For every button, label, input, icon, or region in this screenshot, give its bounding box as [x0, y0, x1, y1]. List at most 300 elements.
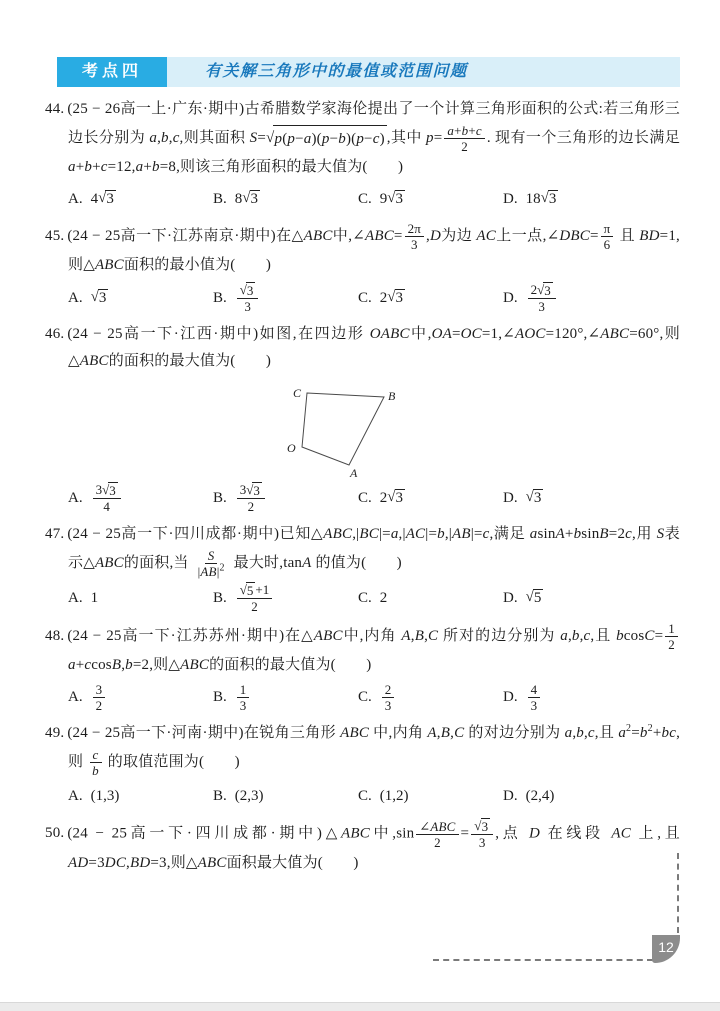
math-var: ABC	[313, 627, 343, 644]
math-var: b	[125, 657, 133, 673]
radical-sign: √	[474, 818, 482, 833]
text-run: . 现有一个三角形的边长满足	[486, 129, 681, 146]
text-run: =12,	[107, 159, 136, 175]
radicand	[108, 482, 118, 498]
radicand	[246, 282, 256, 298]
radicand	[548, 190, 559, 208]
option-c	[358, 489, 503, 507]
superscript: 2	[626, 723, 632, 734]
fraction	[237, 282, 259, 314]
radicand	[543, 282, 553, 298]
text-run: ,	[168, 129, 173, 146]
text-run: 3	[98, 290, 107, 306]
math-var: AC	[405, 526, 426, 542]
option-a	[68, 289, 213, 307]
text-run: 所对的边分别为	[438, 627, 561, 644]
numerator	[237, 582, 272, 599]
option-d	[503, 682, 542, 713]
text-run: ,|	[444, 526, 452, 542]
text-run: 3	[253, 483, 260, 498]
numerator	[471, 818, 493, 835]
radicand	[105, 190, 116, 208]
text-run: ,	[583, 725, 588, 741]
radical-sign: √	[525, 589, 534, 605]
radicand	[533, 589, 544, 607]
text-run: −	[364, 130, 373, 147]
option-c	[358, 590, 503, 607]
math-var: c	[475, 123, 482, 138]
text-run: 2	[530, 282, 538, 297]
text-run: 最大时,tan	[229, 554, 303, 571]
numerator	[382, 682, 395, 698]
math-var: p	[321, 130, 330, 147]
math-var: D	[529, 825, 541, 842]
option-label: A.	[68, 289, 83, 306]
text-run: =3	[88, 855, 105, 871]
text-run: =	[393, 227, 403, 244]
radicand	[273, 125, 386, 153]
math-var: c	[372, 130, 380, 147]
options-row	[45, 682, 680, 713]
option-b	[213, 788, 358, 805]
math-var: a	[135, 159, 144, 175]
section-title: 有关解三角形中的最值或范围问题	[205, 63, 468, 80]
text-run: =	[631, 725, 640, 741]
math-var: b	[639, 725, 648, 741]
option-b	[213, 190, 358, 208]
text-run: (24 − 25高一下·江苏南京·期中)在△	[67, 227, 304, 244]
text-run: 1	[90, 589, 99, 606]
text-run: 2	[384, 682, 392, 697]
numerator	[93, 482, 121, 499]
option-c	[358, 788, 503, 805]
text-run: 面积最大值为( )	[226, 855, 359, 871]
math-var: p	[356, 130, 365, 147]
text-run: 2	[379, 489, 388, 506]
text-run: +	[454, 123, 462, 138]
text-run: ,	[157, 129, 162, 146]
page-content	[45, 57, 680, 884]
radicand	[252, 482, 262, 498]
text-run: 且	[615, 227, 640, 244]
text-run: 3	[384, 698, 392, 713]
text-run: +	[564, 526, 574, 542]
text-run: (24 − 25高一下·江苏苏州·期中)在△	[67, 627, 314, 644]
text-run: 3	[250, 191, 258, 207]
option-label: D.	[503, 689, 518, 705]
fraction	[382, 682, 395, 713]
text-run: ,	[424, 627, 429, 644]
text-run: 3	[395, 290, 403, 306]
sqrt-expression	[242, 190, 260, 208]
text-run: ,	[567, 627, 572, 644]
text-run: ,	[572, 725, 577, 741]
sqrt-expression	[387, 489, 405, 507]
math-var: c	[100, 159, 108, 175]
text-run: =1,∠	[481, 326, 515, 342]
question-text	[45, 521, 680, 579]
fraction	[89, 747, 102, 778]
math-var: AB	[452, 526, 471, 542]
option-label: B.	[213, 289, 227, 306]
math-var: D	[430, 227, 442, 244]
math-var: b	[437, 526, 445, 542]
denominator	[458, 139, 471, 154]
math-var: A	[302, 554, 312, 571]
math-var: C	[644, 627, 655, 644]
numerator	[444, 123, 484, 139]
text-run: 3	[395, 191, 403, 207]
math-var: b	[84, 159, 93, 175]
numerator	[237, 682, 250, 698]
option-label: A.	[68, 689, 83, 705]
text-run: ,	[579, 627, 584, 644]
text-run: (2,3)	[234, 787, 264, 804]
sqrt-expression	[240, 282, 256, 298]
text-run: |=	[470, 526, 483, 542]
sqrt-expression	[91, 289, 109, 307]
text-run: ,|	[352, 526, 360, 542]
math-var: ABC	[94, 257, 124, 273]
radical-sign: √	[102, 482, 110, 497]
text-run: |=	[378, 526, 391, 542]
math-var: c	[172, 129, 180, 146]
math-var: a	[447, 123, 455, 138]
math-var: ABC	[340, 725, 370, 741]
text-run: sin	[581, 526, 600, 542]
text-run: )	[379, 130, 385, 147]
text-run: 中,	[409, 326, 432, 342]
math-var: b	[616, 627, 624, 644]
text-run: 3	[395, 490, 403, 506]
problem-44	[45, 96, 680, 214]
numerator	[205, 548, 218, 564]
math-var: ABC	[180, 657, 210, 673]
radical-sign: √	[98, 190, 107, 206]
fraction	[665, 621, 678, 652]
question-number: 44.	[45, 101, 65, 117]
text-run: 1	[668, 621, 675, 636]
denominator	[237, 698, 250, 713]
text-run: 的面积的最大值为( )	[108, 353, 272, 369]
denominator	[93, 698, 106, 713]
text-run: 为边	[441, 227, 477, 244]
option-a	[68, 682, 213, 713]
fraction	[93, 682, 106, 713]
option-label: B.	[213, 489, 227, 506]
math-var: b	[573, 526, 582, 542]
problem-50	[45, 818, 680, 877]
radicand	[395, 289, 406, 307]
radical-sign: √	[246, 482, 254, 497]
text-run: 2	[251, 599, 258, 614]
text-run: (2,4)	[525, 787, 555, 804]
fraction	[601, 221, 614, 252]
numerator	[90, 747, 102, 763]
numerator	[416, 819, 458, 835]
text-run: 2	[379, 289, 388, 306]
text-run: (24 − 25高一下·河南·期中)在锐角三角形	[67, 725, 341, 741]
option-label: A.	[68, 787, 83, 804]
vertex-label-o: O	[287, 441, 296, 455]
option-b	[213, 282, 358, 314]
text-run: (1,2)	[379, 787, 409, 804]
math-var: a	[390, 526, 399, 542]
quadrilateral-outline	[302, 393, 384, 465]
text-run: 在线段	[540, 825, 612, 842]
math-var: ABC	[430, 818, 456, 834]
option-b	[213, 582, 358, 614]
problems-list	[45, 96, 680, 877]
text-run: 3	[530, 698, 538, 713]
numerator	[528, 282, 556, 299]
math-var: B	[599, 526, 609, 542]
option-label: D.	[503, 190, 518, 207]
text-run: (25 − 26高一上·广东·期中)古希腊数学家海伦提出了一个计算三角形面积的公式:若三角形三边长分别为	[67, 101, 680, 146]
text-run: 2	[95, 698, 103, 713]
sqrt-expression	[387, 289, 405, 307]
text-run: 5	[246, 583, 254, 598]
math-var: S	[249, 129, 258, 146]
option-label: A.	[68, 589, 83, 606]
question-number: 46.	[45, 326, 65, 342]
radical-sign: √	[387, 289, 396, 305]
fraction	[405, 221, 424, 252]
option-a	[68, 190, 213, 208]
text-run: 3	[106, 191, 114, 207]
dashed-border-vertical	[677, 853, 679, 933]
text-run: −	[329, 130, 339, 147]
radical-sign: √	[387, 190, 396, 206]
text-run: =	[654, 627, 664, 644]
math-var: a	[560, 627, 568, 644]
math-var: b	[152, 159, 160, 175]
denominator	[241, 299, 254, 314]
denominator	[248, 599, 261, 614]
fraction	[237, 482, 265, 514]
text-run: (1,3)	[90, 787, 120, 804]
text-run: )(	[345, 130, 357, 147]
text-run: 2	[668, 637, 675, 652]
fraction	[528, 682, 541, 713]
math-var: p	[426, 129, 434, 146]
question-text	[45, 621, 680, 679]
text-run: 3	[544, 283, 551, 298]
text-run: ,用	[632, 526, 657, 542]
text-run: (24 − 25高一下·江西·期中)如图,在四边形	[67, 326, 370, 342]
problem-45	[45, 221, 680, 314]
text-run: 3	[478, 835, 486, 850]
text-run: ,则	[68, 725, 681, 770]
text-run: +	[75, 159, 85, 175]
radical-sign: √	[540, 190, 549, 206]
math-var: DBC	[559, 227, 590, 244]
text-run: 4	[530, 682, 538, 697]
text-run: 3	[95, 482, 103, 497]
math-var: c	[84, 657, 92, 673]
option-label: C.	[358, 489, 372, 506]
math-var: b	[92, 763, 99, 778]
text-run: +	[652, 725, 662, 741]
text-run: 上,且	[630, 825, 680, 842]
radicand	[395, 489, 406, 507]
section-header	[57, 57, 680, 87]
text-run: +	[143, 159, 152, 175]
option-d	[503, 788, 554, 805]
text-run: 中,∠	[332, 227, 365, 244]
text-run: ,且	[590, 627, 617, 644]
radicand	[481, 818, 491, 834]
math-var: ABC	[364, 227, 394, 244]
vertex-label-b: B	[388, 389, 396, 403]
math-var: ABC	[303, 227, 333, 244]
options-row	[45, 184, 680, 214]
math-var: DC	[104, 855, 127, 871]
section-badge: 考点四	[57, 57, 167, 87]
math-var: ABC	[197, 855, 227, 871]
text-run: |=	[425, 526, 438, 542]
text-run: 中,内角	[369, 725, 428, 741]
sqrt-expression	[246, 482, 262, 498]
math-var: BD	[639, 227, 660, 244]
text-run: +	[92, 159, 101, 175]
text-run: =120°,∠	[545, 326, 601, 342]
fraction	[237, 582, 272, 614]
text-run: =	[433, 129, 443, 146]
text-run: ,	[450, 725, 455, 741]
math-var: C	[454, 725, 465, 741]
fraction	[471, 818, 493, 850]
text-run: 3	[533, 490, 542, 506]
question-text	[45, 221, 680, 279]
text-run: ,	[436, 725, 441, 741]
text-run: 2	[247, 499, 255, 514]
option-label: C.	[358, 787, 372, 804]
text-run: ,	[426, 227, 430, 244]
math-var: a	[529, 526, 538, 542]
sqrt-expression	[541, 190, 559, 208]
option-label: C.	[358, 190, 372, 207]
math-var: AOC	[514, 326, 546, 342]
text-run: sin	[537, 526, 556, 542]
math-var: AB	[200, 564, 217, 579]
text-run: =8,则该三角形面积的最大值为( )	[159, 159, 404, 175]
denominator	[408, 237, 421, 252]
denominator	[245, 499, 258, 514]
options-row	[45, 482, 680, 514]
text-run: 的面积的最大值为( )	[209, 657, 372, 673]
text-run: ,	[121, 657, 126, 673]
radicand	[533, 489, 544, 507]
text-run: =1,则△	[68, 227, 680, 273]
text-run: 面积的最小值为( )	[123, 257, 272, 273]
text-run: =2,则△	[132, 657, 181, 673]
text-run: 3	[95, 682, 103, 697]
option-d	[503, 282, 558, 314]
text-run: 4	[103, 499, 110, 514]
numerator	[237, 482, 265, 499]
math-var: a	[618, 725, 627, 741]
vertex-label-c: C	[293, 386, 302, 400]
math-var: BD	[129, 855, 151, 871]
math-var: c	[583, 627, 591, 644]
denominator	[431, 835, 444, 850]
math-var: C	[428, 627, 439, 644]
text-run: cos	[623, 627, 645, 644]
math-var: A	[427, 725, 437, 741]
quadrilateral-diagram	[280, 381, 445, 479]
text-run: ,则其面积	[179, 129, 250, 146]
option-a	[68, 482, 213, 514]
text-run: 2	[379, 589, 388, 606]
math-var: B	[111, 657, 122, 673]
math-var: a	[149, 129, 158, 146]
radical-sign: √	[387, 489, 396, 505]
text-run: 1	[239, 682, 247, 697]
text-run: =60°,则△	[68, 326, 680, 369]
option-b	[213, 682, 358, 713]
fraction	[237, 682, 250, 713]
option-c	[358, 190, 503, 208]
figure-quadrilateral-oabc	[280, 381, 680, 479]
radical-sign: √	[537, 282, 545, 297]
question-text	[45, 818, 680, 877]
fraction	[444, 123, 484, 154]
math-var: b	[461, 123, 469, 138]
text-run: cos	[91, 657, 112, 673]
denominator	[195, 564, 228, 579]
math-var: b	[161, 129, 169, 146]
sqrt-expression	[102, 482, 118, 498]
text-run: =	[257, 129, 267, 146]
denominator	[476, 835, 489, 850]
text-run: 3	[538, 299, 545, 314]
math-var: bc	[661, 725, 677, 741]
problem-49	[45, 720, 680, 811]
text-run: 中,内角	[342, 627, 402, 644]
math-var: AD	[68, 855, 89, 871]
text-run: 3	[109, 483, 116, 498]
text-run: 2π	[407, 221, 422, 236]
text-run: 3	[239, 698, 247, 713]
radical-sign: √	[239, 582, 247, 597]
math-var: A	[401, 627, 411, 644]
question-text	[45, 96, 680, 181]
option-b	[213, 482, 358, 514]
option-label: D.	[503, 589, 518, 606]
option-label: B.	[213, 589, 227, 606]
text-run: ,满足	[489, 526, 530, 542]
math-var: B	[440, 725, 451, 741]
math-var: BC	[359, 526, 379, 542]
sqrt-expression	[526, 489, 544, 507]
options-row	[45, 582, 680, 614]
radicand	[250, 190, 261, 208]
numerator	[93, 682, 106, 698]
text-run: =2	[608, 526, 626, 542]
problem-48	[45, 621, 680, 713]
text-run: 的取值范围为( )	[103, 753, 240, 770]
option-c	[358, 682, 503, 713]
text-run: 2	[461, 139, 468, 154]
denominator	[528, 698, 541, 713]
radical-sign: √	[242, 190, 251, 206]
text-run: 6	[603, 237, 611, 252]
text-run: =	[460, 825, 470, 842]
math-var: ABC	[600, 326, 630, 342]
math-var: ABC	[340, 825, 370, 842]
math-var: AC	[476, 227, 496, 244]
